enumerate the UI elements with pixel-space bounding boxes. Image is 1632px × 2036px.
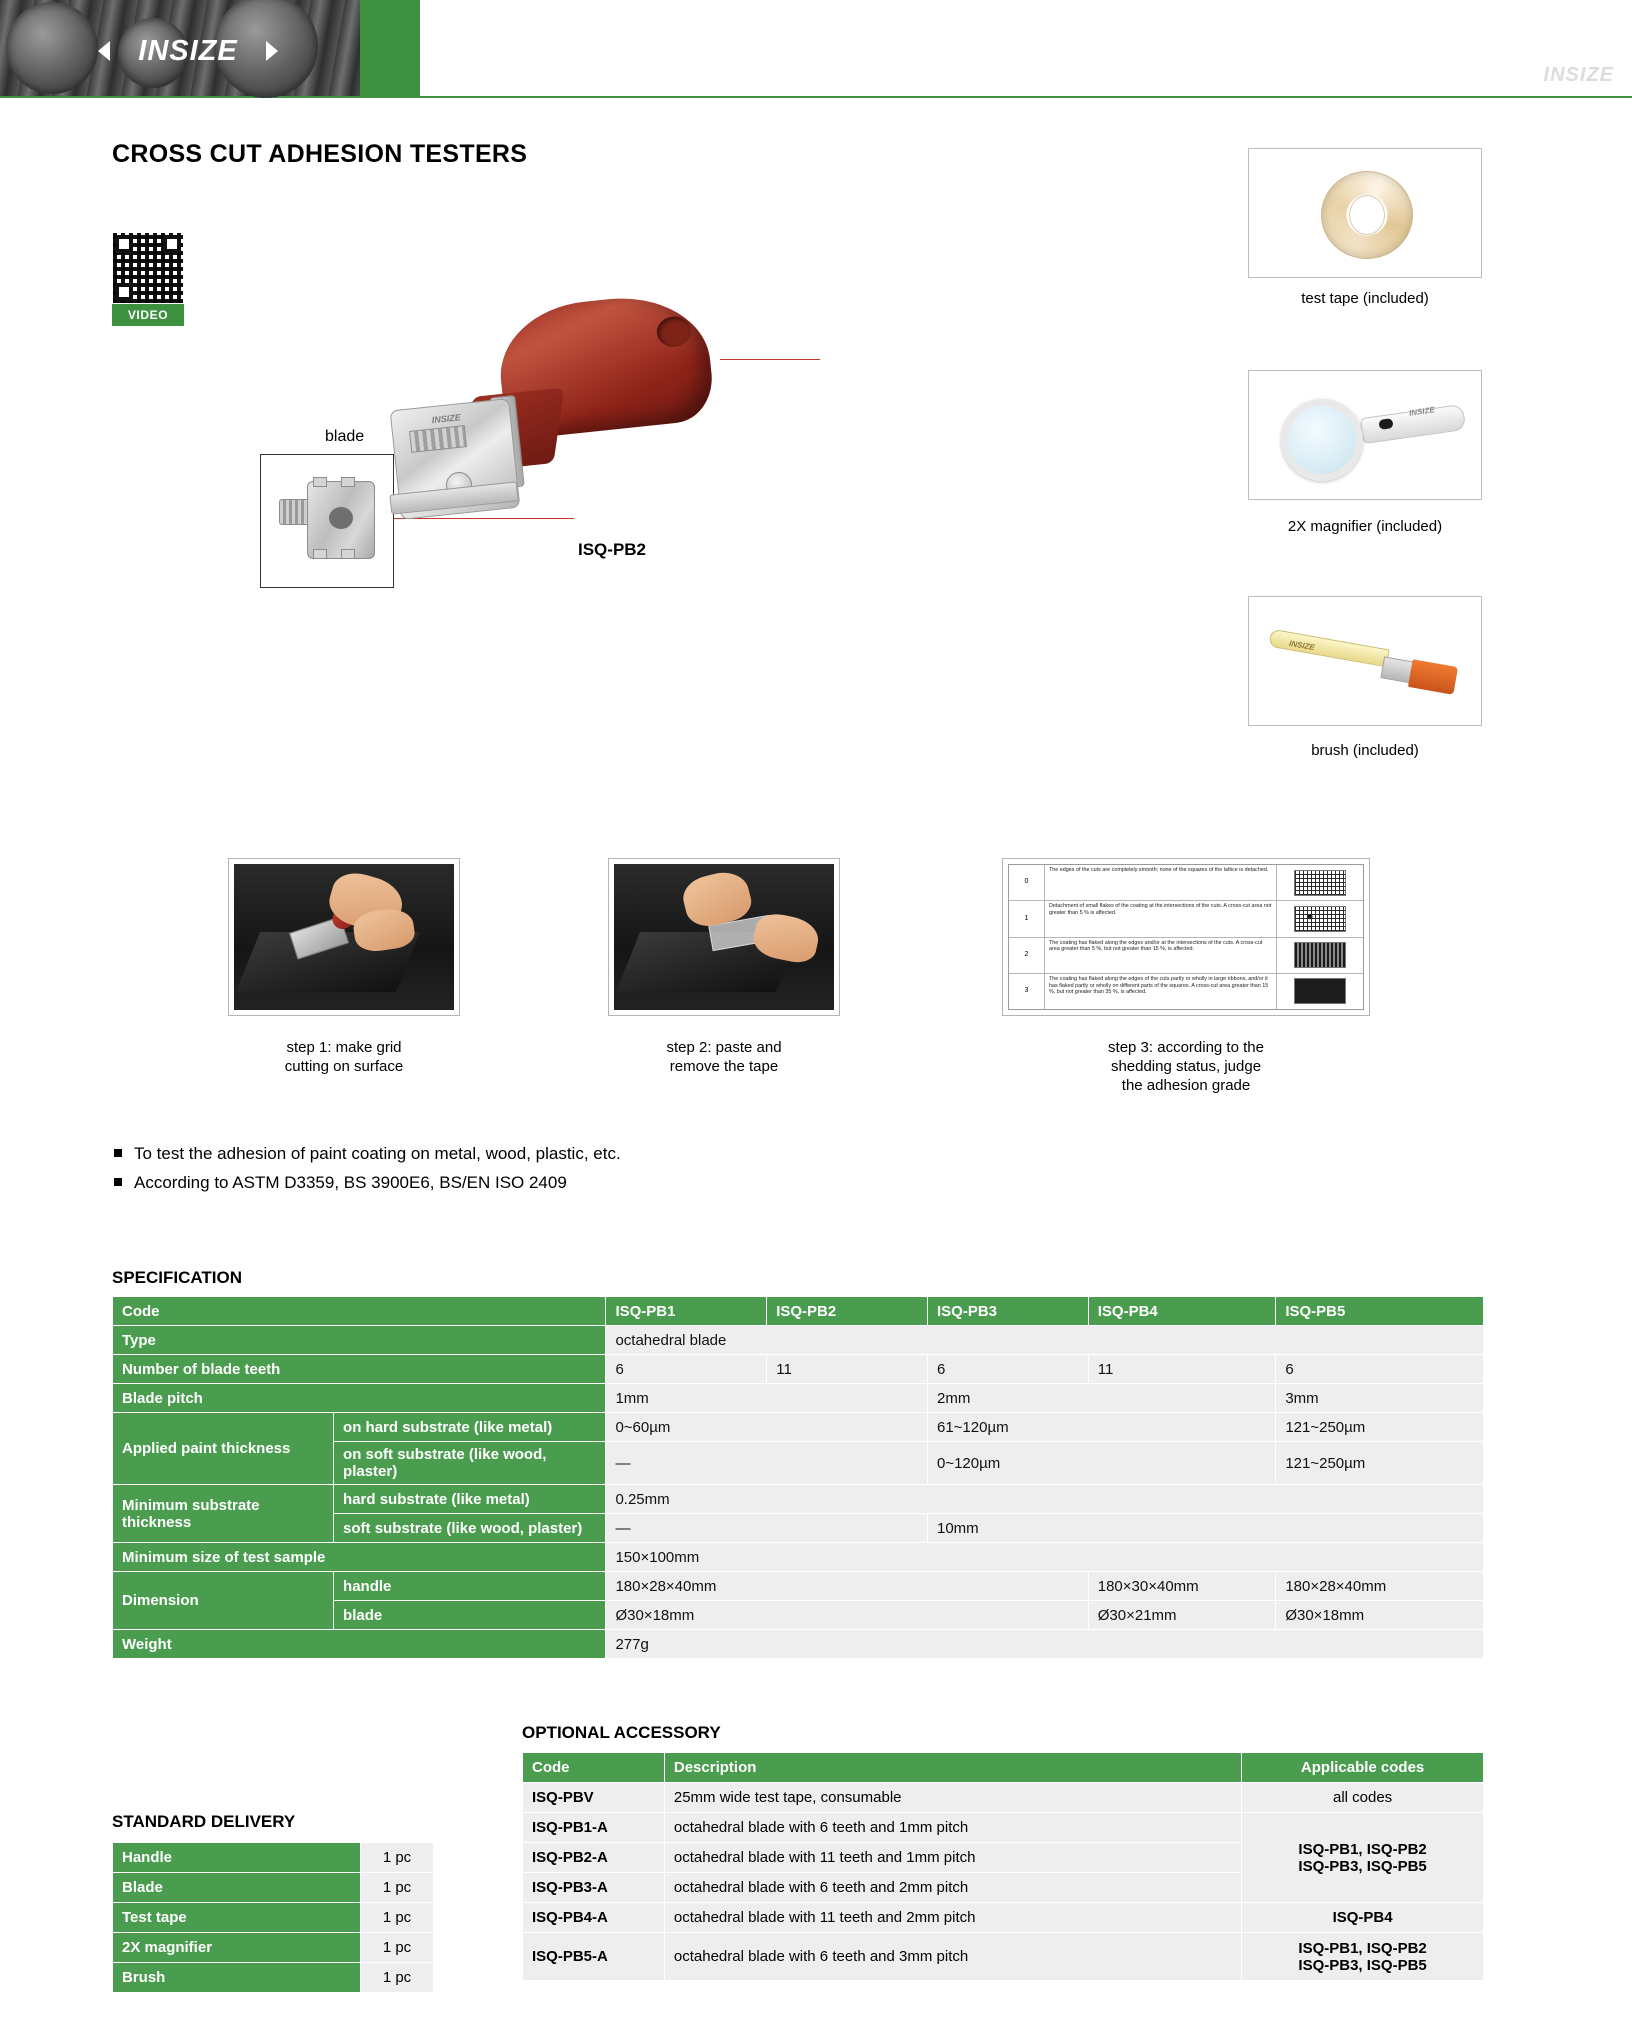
std-name-brush: Brush [113,1963,361,1993]
spec-value-teeth-4: 11 [1088,1355,1276,1384]
spec-header-code: Code [113,1297,606,1326]
table-row [523,1813,1484,1843]
grade-description: The coating has flaked along the edges and/or at the intersections of the cuts. A cross-cut area greater than 5 %, but not greater than 15 %, is affected. [1045,938,1277,973]
spec-value-dim-blade-3: Ø30×18mm [1276,1601,1484,1630]
opt-desc-isq-pb4-a: octahedral blade with 11 teeth and 2mm pitch [664,1903,1241,1933]
spec-value-paint-hard-3: 121~250µm [1276,1413,1484,1442]
spec-sublabel-sub-hard: hard substrate (like metal) [334,1485,606,1514]
accessory-image-brush: INSIZE [1248,596,1482,726]
spec-value-teeth-5: 6 [1276,1355,1484,1384]
spec-header-isq-pb1: ISQ-PB1 [606,1297,767,1326]
table-row [113,1326,1484,1355]
insize-logo [98,34,278,68]
optional-accessory-table [522,1752,1484,1981]
spec-label-teeth: Number of blade teeth [113,1355,606,1384]
spec-label-paint-thickness: Applied paint thickness [113,1413,334,1485]
spec-value-pitch-2: 2mm [927,1384,1275,1413]
opt-desc-isq-pb1-a: octahedral blade with 6 teeth and 1mm pitch [664,1813,1241,1843]
table-row [113,1933,434,1963]
header-watermark: INSIZE [1543,64,1614,86]
table-row [113,1485,1484,1514]
accessory-caption-brush: brush (included) [1311,742,1419,759]
grade-pattern [1277,974,1363,1009]
spec-sublabel-hard-substrate: on hard substrate (like metal) [334,1413,606,1442]
step-2-image [608,858,840,1016]
standard-delivery-table [112,1842,434,1993]
std-qty-brush: 1 pc [361,1963,434,1993]
std-qty-handle: 1 pc [361,1843,434,1873]
specification-title: SPECIFICATION [112,1268,243,1287]
spec-header-isq-pb5: ISQ-PB5 [1276,1297,1484,1326]
spec-value-paint-hard-2: 61~120µm [927,1413,1275,1442]
opt-code-isq-pb4-a: ISQ-PB4-A [523,1903,665,1933]
spec-value-type: octahedral blade [606,1326,1484,1355]
step-1-image [228,858,460,1016]
opt-code-isq-pbv: ISQ-PBV [523,1783,665,1813]
spec-label-weight: Weight [113,1630,606,1659]
spec-label-pitch: Blade pitch [113,1384,606,1413]
blade-shape [279,477,377,565]
table-row [113,1543,1484,1572]
spec-value-dim-blade-2: Ø30×21mm [1088,1601,1276,1630]
spec-value-teeth-1: 6 [606,1355,767,1384]
spec-value-paint-soft-2: 0~120µm [927,1442,1275,1485]
spec-value-sub-hard: 0.25mm [606,1485,1484,1514]
table-row [113,1355,1484,1384]
logo-left-arrow-icon [98,41,110,61]
std-qty-test-tape: 1 pc [361,1903,434,1933]
grade-description: Detachment of small flakes of the coating at the intersections of the cuts. A cross-cut area not greater than 5 % is affected. [1045,901,1277,936]
grade-description: The edges of the cuts are completely smooth; none of the squares of the lattice is detached. [1045,865,1277,900]
bullet-item: To test the adhesion of paint coating on metal, wood, plastic, etc. [112,1142,621,1167]
table-row [113,1903,434,1933]
step-3-caption: step 3: according to the shedding status, judge the adhesion grade [1108,1039,1264,1095]
std-qty-blade: 1 pc [361,1873,434,1903]
spec-header-isq-pb4: ISQ-PB4 [1088,1297,1276,1326]
opt-header-applicable: Applicable codes [1242,1753,1484,1783]
spec-label-substrate-thickness: Minimum substrate thickness [113,1485,334,1543]
table-row [523,1783,1484,1813]
grade-row [1009,938,1363,974]
product-model-label: ISQ-PB2 [578,540,647,559]
spec-value-sub-soft-2: 10mm [927,1514,1483,1543]
blade-detail-box [260,454,394,588]
opt-desc-isq-pbv: 25mm wide test tape, consumable [664,1783,1241,1813]
grade-row [1009,865,1363,901]
spec-label-sample: Minimum size of test sample [113,1543,606,1572]
spec-header-isq-pb2: ISQ-PB2 [767,1297,928,1326]
grade-pattern [1277,865,1363,900]
table-row [113,1873,434,1903]
table-row [113,1297,1484,1326]
table-row [113,1843,434,1873]
std-qty-magnifier: 1 pc [361,1933,434,1963]
table-row [523,1903,1484,1933]
opt-applicable-group-2: ISQ-PB1, ISQ-PB2 ISQ-PB3, ISQ-PB5 [1242,1933,1484,1981]
opt-desc-isq-pb2-a: octahedral blade with 11 teeth and 1mm pitch [664,1843,1241,1873]
spec-sublabel-dim-handle: handle [334,1572,606,1601]
spec-value-dim-handle-1: 180×28×40mm [606,1572,1088,1601]
spec-value-pitch-1: 1mm [606,1384,928,1413]
grade-number: 0 [1009,865,1045,900]
opt-code-isq-pb3-a: ISQ-PB3-A [523,1873,665,1903]
table-row [113,1630,1484,1659]
spec-value-weight: 277g [606,1630,1484,1659]
table-row [523,1933,1484,1981]
opt-code-isq-pb5-a: ISQ-PB5-A [523,1933,665,1981]
spec-value-paint-soft-1: — [606,1442,928,1485]
video-badge[interactable]: VIDEO [112,304,184,326]
opt-applicable-isq-pb4: ISQ-PB4 [1242,1903,1484,1933]
specification-table [112,1296,1484,1659]
opt-desc-isq-pb5-a: octahedral blade with 6 teeth and 3mm pitch [664,1933,1241,1981]
opt-applicable-group-1: ISQ-PB1, ISQ-PB2 ISQ-PB3, ISQ-PB5 [1242,1813,1484,1903]
callout-blade-label: blade [325,428,365,445]
std-name-handle: Handle [113,1843,361,1873]
table-row [523,1753,1484,1783]
spec-value-dim-handle-2: 180×30×40mm [1088,1572,1276,1601]
step-3-image [1002,858,1370,1016]
grade-pattern [1277,901,1363,936]
spec-value-sample: 150×100mm [606,1543,1484,1572]
accessory-image-test-tape [1248,148,1482,278]
page-title: CROSS CUT ADHESION TESTERS [112,140,528,168]
opt-header-description: Description [664,1753,1241,1783]
accessory-caption-magnifier: 2X magnifier (included) [1287,518,1443,535]
bullet-item: According to ASTM D3359, BS 3900E6, BS/EN ISO 2409 [112,1171,621,1196]
accessory-caption-test-tape: test tape (included) [1301,290,1429,307]
standard-delivery-title: STANDARD DELIVERY [112,1812,296,1831]
std-name-magnifier: 2X magnifier [113,1933,361,1963]
tester-body: INSIZE [390,398,521,520]
accessory-image-magnifier: INSIZE [1248,370,1482,500]
logo-right-arrow-icon [266,41,278,61]
optional-accessory-title: OPTIONAL ACCESSORY [522,1723,721,1742]
spec-value-teeth-2: 11 [767,1355,928,1384]
table-row [113,1963,434,1993]
table-row [113,1384,1484,1413]
grade-row [1009,901,1363,937]
spec-value-dim-handle-3: 180×28×40mm [1276,1572,1484,1601]
spec-sublabel-sub-soft: soft substrate (like wood, plaster) [334,1514,606,1543]
spec-sublabel-soft-substrate: on soft substrate (like wood, plaster) [334,1442,606,1485]
grade-pattern [1277,938,1363,973]
feature-bullets [112,1142,621,1199]
spec-label-dimension: Dimension [113,1572,334,1630]
std-name-blade: Blade [113,1873,361,1903]
step-2-caption: step 2: paste and remove the tape [666,1039,782,1076]
spec-value-paint-hard-1: 0~60µm [606,1413,928,1442]
grade-number: 1 [1009,901,1045,936]
grade-number: 3 [1009,974,1045,1009]
logo-text: INSIZE [138,35,238,67]
opt-applicable-isq-pbv: all codes [1242,1783,1484,1813]
spec-sublabel-dim-blade: blade [334,1601,606,1630]
step-1-caption: step 1: make grid cutting on surface [284,1039,404,1076]
opt-desc-isq-pb3-a: octahedral blade with 6 teeth and 2mm pitch [664,1873,1241,1903]
page-header [0,0,1632,98]
spec-value-sub-soft-1: — [606,1514,928,1543]
qr-code-icon[interactable] [112,232,184,304]
grade-row [1009,974,1363,1009]
spec-value-paint-soft-3: 121~250µm [1276,1442,1484,1485]
grade-number: 2 [1009,938,1045,973]
callout-blade-leader [394,518,574,519]
table-row [113,1572,1484,1601]
spec-value-pitch-3: 3mm [1276,1384,1484,1413]
table-row [113,1413,1484,1442]
product-illustration [250,300,950,720]
opt-header-code: Code [523,1753,665,1783]
opt-code-isq-pb2-a: ISQ-PB2-A [523,1843,665,1873]
spec-value-teeth-3: 6 [927,1355,1088,1384]
spec-value-dim-blade-1: Ø30×18mm [606,1601,1088,1630]
grade-description: The coating has flaked along the edges of the cuts partly or wholly in large ribbons, and/or it has flaked partly or wholly on different parts of the squares. A cross-cut area greater than 15 %, but not greater than 35 %, is affected. [1045,974,1277,1009]
spec-header-isq-pb3: ISQ-PB3 [927,1297,1088,1326]
adhesion-grade-chart [1008,864,1364,1010]
opt-code-isq-pb1-a: ISQ-PB1-A [523,1813,665,1843]
callout-handle-leader [720,359,820,360]
spec-label-type: Type [113,1326,606,1355]
std-name-test-tape: Test tape [113,1903,361,1933]
